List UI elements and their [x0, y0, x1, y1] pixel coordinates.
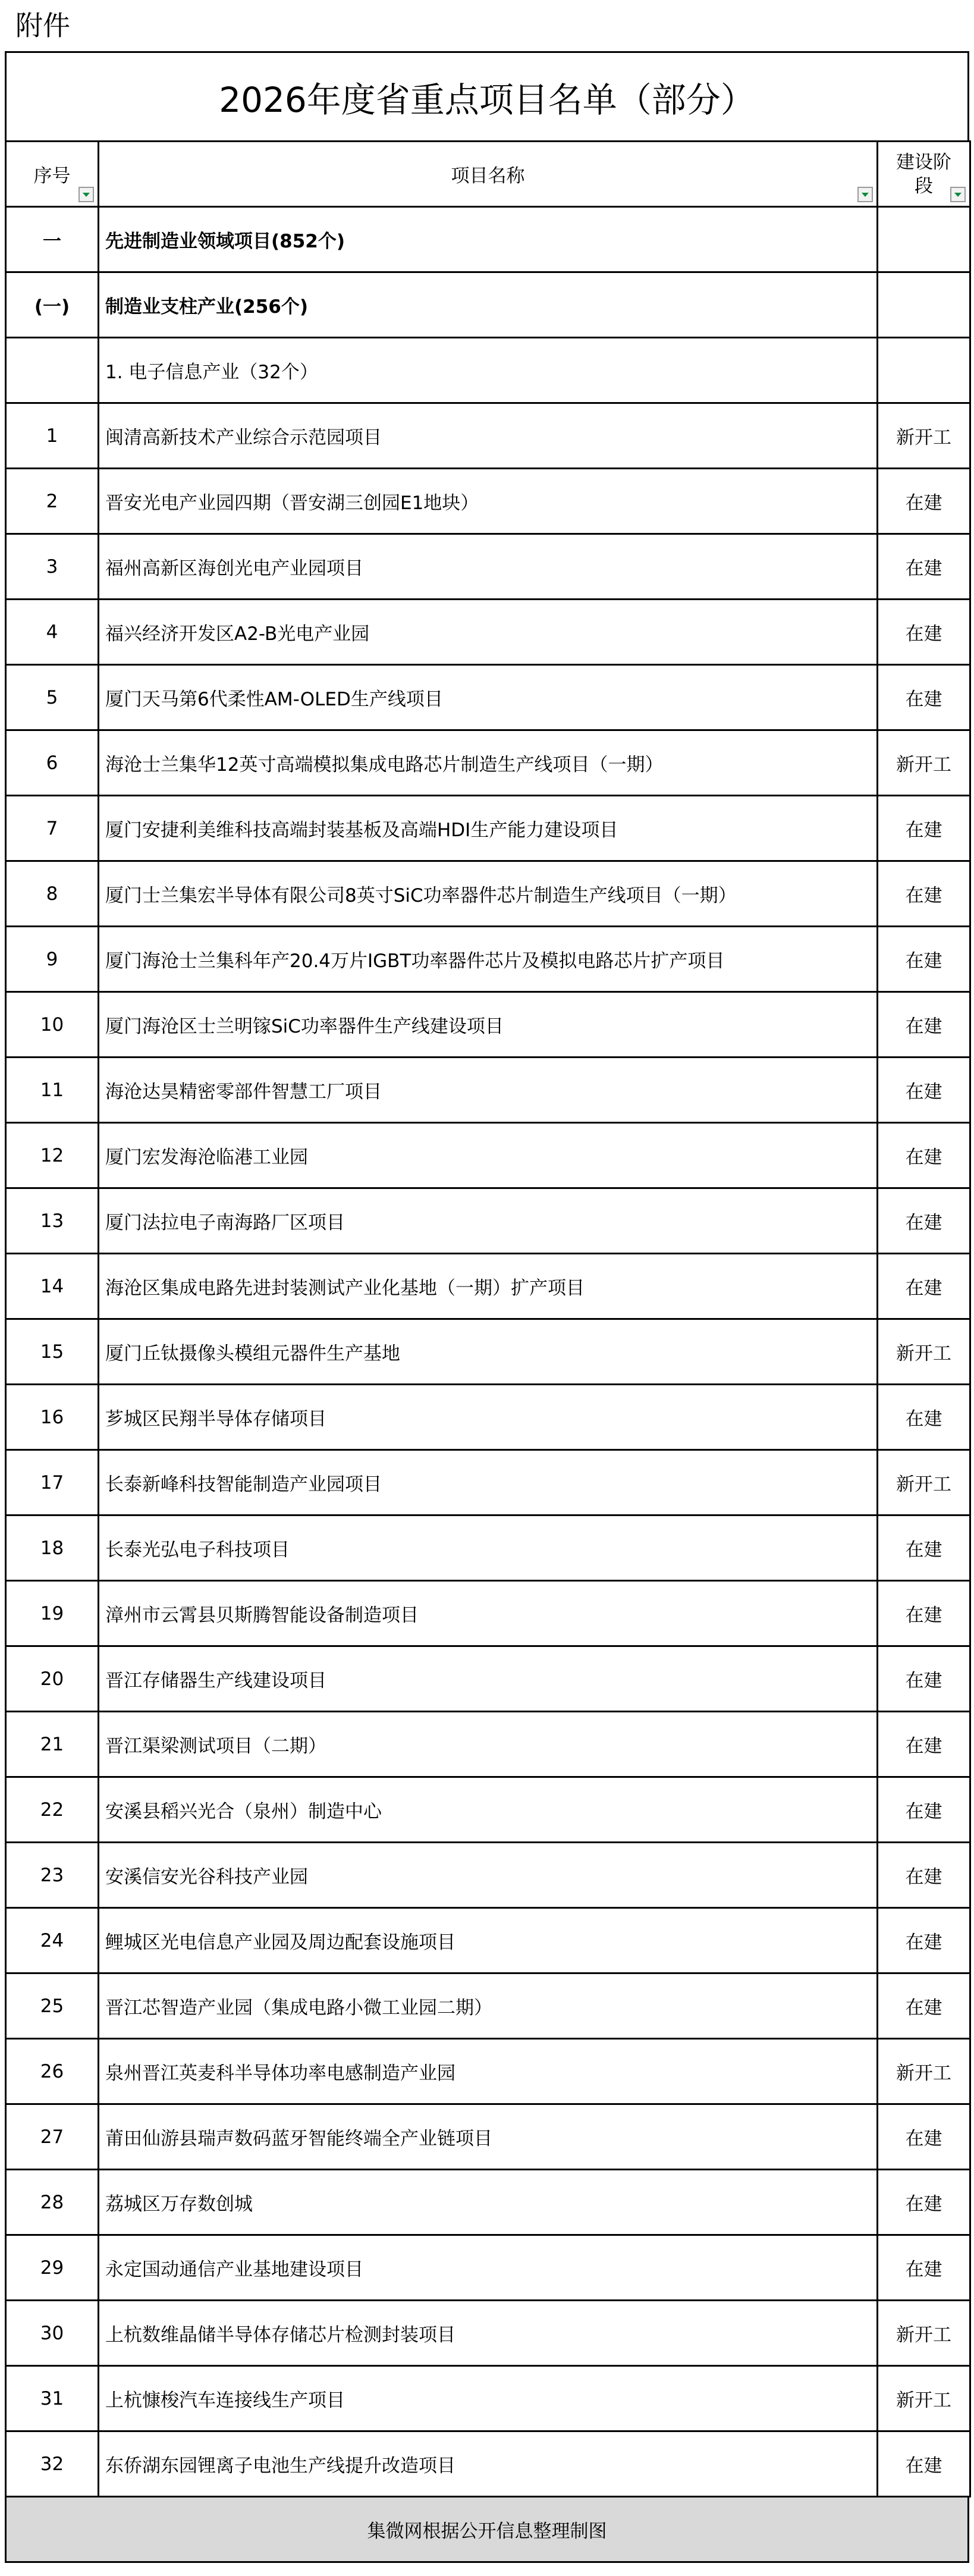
row-no: 24	[6, 1908, 99, 1973]
row-project-name: 安溪信安光谷科技产业园	[99, 1843, 878, 1908]
row-project-name: 东侨湖东园锂离子电池生产线提升改造项目	[99, 2431, 878, 2497]
row-project-name: 厦门安捷利美维科技高端封装基板及高端HDI生产能力建设项目	[99, 796, 878, 861]
row-no: 1	[6, 403, 99, 469]
table-row	[6, 2104, 970, 2170]
header-stage-label: 建设阶段	[896, 151, 951, 197]
row-project-name: 海沧区集成电路先进封装测试产业化基地（一期）扩产项目	[99, 1254, 878, 1319]
row-stage: 在建	[878, 927, 970, 992]
subsection-no	[6, 338, 99, 403]
row-no: 5	[6, 665, 99, 730]
header-name-label: 项目名称	[451, 165, 525, 187]
row-project-name: 晋安光电产业园四期（晋安湖三创园E1地块）	[99, 469, 878, 534]
row-no: 17	[6, 1450, 99, 1516]
row-project-name: 永定国动通信产业基地建设项目	[99, 2235, 878, 2301]
row-stage: 在建	[878, 1516, 970, 1581]
table-row	[6, 1908, 970, 1973]
row-project-name: 鲤城区光电信息产业园及周边配套设施项目	[99, 1908, 878, 1973]
row-project-name: 长泰光弘电子科技项目	[99, 1516, 878, 1581]
row-no: 7	[6, 796, 99, 861]
row-no: 16	[6, 1385, 99, 1450]
row-stage: 新开工	[878, 403, 970, 469]
row-project-name: 厦门海沧士兰集科年产20.4万片IGBT功率器件芯片及模拟电路芯片扩产项目	[99, 927, 878, 992]
row-project-name: 泉州晋江英麦科半导体功率电感制造产业园	[99, 2039, 878, 2104]
table-row	[6, 2301, 970, 2366]
table-row	[6, 992, 970, 1058]
row-stage: 在建	[878, 469, 970, 534]
filter-dropdown-icon[interactable]	[950, 187, 966, 202]
table-row	[6, 600, 970, 665]
row-no: 19	[6, 1581, 99, 1646]
table-row	[6, 861, 970, 927]
row-project-name: 海沧士兰集华12英寸高端模拟集成电路芯片制造生产线项目（一期）	[99, 730, 878, 796]
row-project-name: 福州高新区海创光电产业园项目	[99, 534, 878, 600]
row-no: 3	[6, 534, 99, 600]
table-row	[6, 1123, 970, 1188]
header-name	[99, 142, 878, 207]
row-project-name: 上杭数维晶储半导体存储芯片检测封装项目	[99, 2301, 878, 2366]
row-stage: 在建	[878, 1908, 970, 1973]
table-row	[6, 796, 970, 861]
table-row	[6, 927, 970, 992]
row-project-name: 厦门丘钛摄像头模组元器件生产基地	[99, 1319, 878, 1385]
filter-dropdown-icon[interactable]	[78, 187, 94, 202]
subsection-row	[6, 338, 970, 403]
row-stage: 新开工	[878, 1450, 970, 1516]
row-stage: 在建	[878, 1188, 970, 1254]
row-no: 9	[6, 927, 99, 992]
row-project-name: 晋江芯智造产业园（集成电路小微工业园二期）	[99, 1973, 878, 2039]
row-project-name: 莆田仙游县瑞声数码蓝牙智能终端全产业链项目	[99, 2104, 878, 2170]
row-project-name: 海沧达昊精密零部件智慧工厂项目	[99, 1058, 878, 1123]
row-no: 31	[6, 2366, 99, 2431]
section-stage	[878, 207, 970, 272]
row-no: 23	[6, 1843, 99, 1908]
footer-note: 集微网根据公开信息整理制图	[5, 2497, 969, 2563]
row-stage: 在建	[878, 2431, 970, 2497]
row-stage: 在建	[878, 796, 970, 861]
row-no: 18	[6, 1516, 99, 1581]
header-stage	[878, 142, 970, 207]
section-row	[6, 207, 970, 272]
row-stage: 在建	[878, 1254, 970, 1319]
row-stage: 在建	[878, 1123, 970, 1188]
row-project-name: 闽清高新技术产业综合示范园项目	[99, 403, 878, 469]
row-project-name: 长泰新峰科技智能制造产业园项目	[99, 1450, 878, 1516]
section-no: (一)	[6, 272, 99, 338]
row-no: 11	[6, 1058, 99, 1123]
row-no: 20	[6, 1646, 99, 1712]
row-no: 21	[6, 1712, 99, 1777]
table-row	[6, 1188, 970, 1254]
row-stage: 新开工	[878, 1319, 970, 1385]
row-stage: 在建	[878, 1385, 970, 1450]
row-no: 32	[6, 2431, 99, 2497]
attachment-label: 附件	[15, 10, 70, 42]
table-row	[6, 1712, 970, 1777]
row-stage: 新开工	[878, 730, 970, 796]
section-name: 制造业支柱产业(256个)	[99, 272, 878, 338]
row-no: 10	[6, 992, 99, 1058]
section-stage	[878, 272, 970, 338]
table-row	[6, 2366, 970, 2431]
row-project-name: 晋江存储器生产线建设项目	[99, 1646, 878, 1712]
subsection-stage	[878, 338, 970, 403]
section-row	[6, 272, 970, 338]
table-row	[6, 1319, 970, 1385]
row-no: 14	[6, 1254, 99, 1319]
row-stage: 在建	[878, 665, 970, 730]
row-stage: 在建	[878, 1058, 970, 1123]
row-project-name: 安溪县稻兴光合（泉州）制造中心	[99, 1777, 878, 1843]
row-stage: 在建	[878, 1712, 970, 1777]
row-stage: 新开工	[878, 2039, 970, 2104]
row-stage: 在建	[878, 2104, 970, 2170]
table-row	[6, 1777, 970, 1843]
table-row	[6, 1058, 970, 1123]
row-stage: 在建	[878, 861, 970, 927]
row-no: 8	[6, 861, 99, 927]
row-no: 13	[6, 1188, 99, 1254]
row-project-name: 荔城区万存数创城	[99, 2170, 878, 2235]
table-row	[6, 1450, 970, 1516]
row-project-name: 厦门天马第6代柔性AM-OLED生产线项目	[99, 665, 878, 730]
table-row	[6, 2039, 970, 2104]
table-row	[6, 730, 970, 796]
filter-dropdown-icon[interactable]	[857, 187, 873, 202]
row-project-name: 厦门宏发海沧临港工业园	[99, 1123, 878, 1188]
row-no: 2	[6, 469, 99, 534]
row-project-name: 厦门海沧区士兰明镓SiC功率器件生产线建设项目	[99, 992, 878, 1058]
row-stage: 在建	[878, 2170, 970, 2235]
page-title: 2026年度省重点项目名单（部分）	[5, 51, 969, 140]
row-no: 28	[6, 2170, 99, 2235]
row-stage: 在建	[878, 1646, 970, 1712]
header-no	[6, 142, 99, 207]
table-row	[6, 2170, 970, 2235]
row-stage: 在建	[878, 600, 970, 665]
row-no: 25	[6, 1973, 99, 2039]
row-stage: 在建	[878, 992, 970, 1058]
row-project-name: 上杭慷梭汽车连接线生产项目	[99, 2366, 878, 2431]
table-row	[6, 1581, 970, 1646]
subsection-name: 1. 电子信息产业（32个）	[99, 338, 878, 403]
table-row	[6, 403, 970, 469]
table-row	[6, 1843, 970, 1908]
table-row	[6, 469, 970, 534]
row-no: 6	[6, 730, 99, 796]
row-stage: 在建	[878, 1777, 970, 1843]
project-table	[5, 140, 971, 2497]
row-project-name: 晋江渠梁测试项目（二期）	[99, 1712, 878, 1777]
table-row	[6, 1254, 970, 1319]
row-project-name: 漳州市云霄县贝斯腾智能设备制造项目	[99, 1581, 878, 1646]
row-stage: 在建	[878, 1843, 970, 1908]
row-project-name: 厦门士兰集宏半导体有限公司8英寸SiC功率器件芯片制造生产线项目（一期）	[99, 861, 878, 927]
row-no: 26	[6, 2039, 99, 2104]
row-project-name: 厦门法拉电子南海路厂区项目	[99, 1188, 878, 1254]
row-stage: 在建	[878, 534, 970, 600]
row-no: 4	[6, 600, 99, 665]
row-project-name: 福兴经济开发区A2-B光电产业园	[99, 600, 878, 665]
table-row	[6, 1516, 970, 1581]
row-stage: 新开工	[878, 2366, 970, 2431]
row-project-name: 芗城区民翔半导体存储项目	[99, 1385, 878, 1450]
row-no: 15	[6, 1319, 99, 1385]
table-row	[6, 2235, 970, 2301]
row-no: 30	[6, 2301, 99, 2366]
row-no: 12	[6, 1123, 99, 1188]
row-no: 22	[6, 1777, 99, 1843]
row-stage: 在建	[878, 1973, 970, 2039]
section-name: 先进制造业领域项目(852个)	[99, 207, 878, 272]
header-row	[6, 142, 970, 207]
sheet	[5, 0, 969, 2563]
header-no-label: 序号	[33, 165, 71, 187]
table-row	[6, 1973, 970, 2039]
row-stage: 新开工	[878, 2301, 970, 2366]
row-no: 27	[6, 2104, 99, 2170]
row-stage: 在建	[878, 2235, 970, 2301]
table-row	[6, 1385, 970, 1450]
table-row	[6, 665, 970, 730]
row-no: 29	[6, 2235, 99, 2301]
row-stage: 在建	[878, 1581, 970, 1646]
table-row	[6, 1646, 970, 1712]
table-row	[6, 2431, 970, 2497]
section-no: 一	[6, 207, 99, 272]
table-row	[6, 534, 970, 600]
